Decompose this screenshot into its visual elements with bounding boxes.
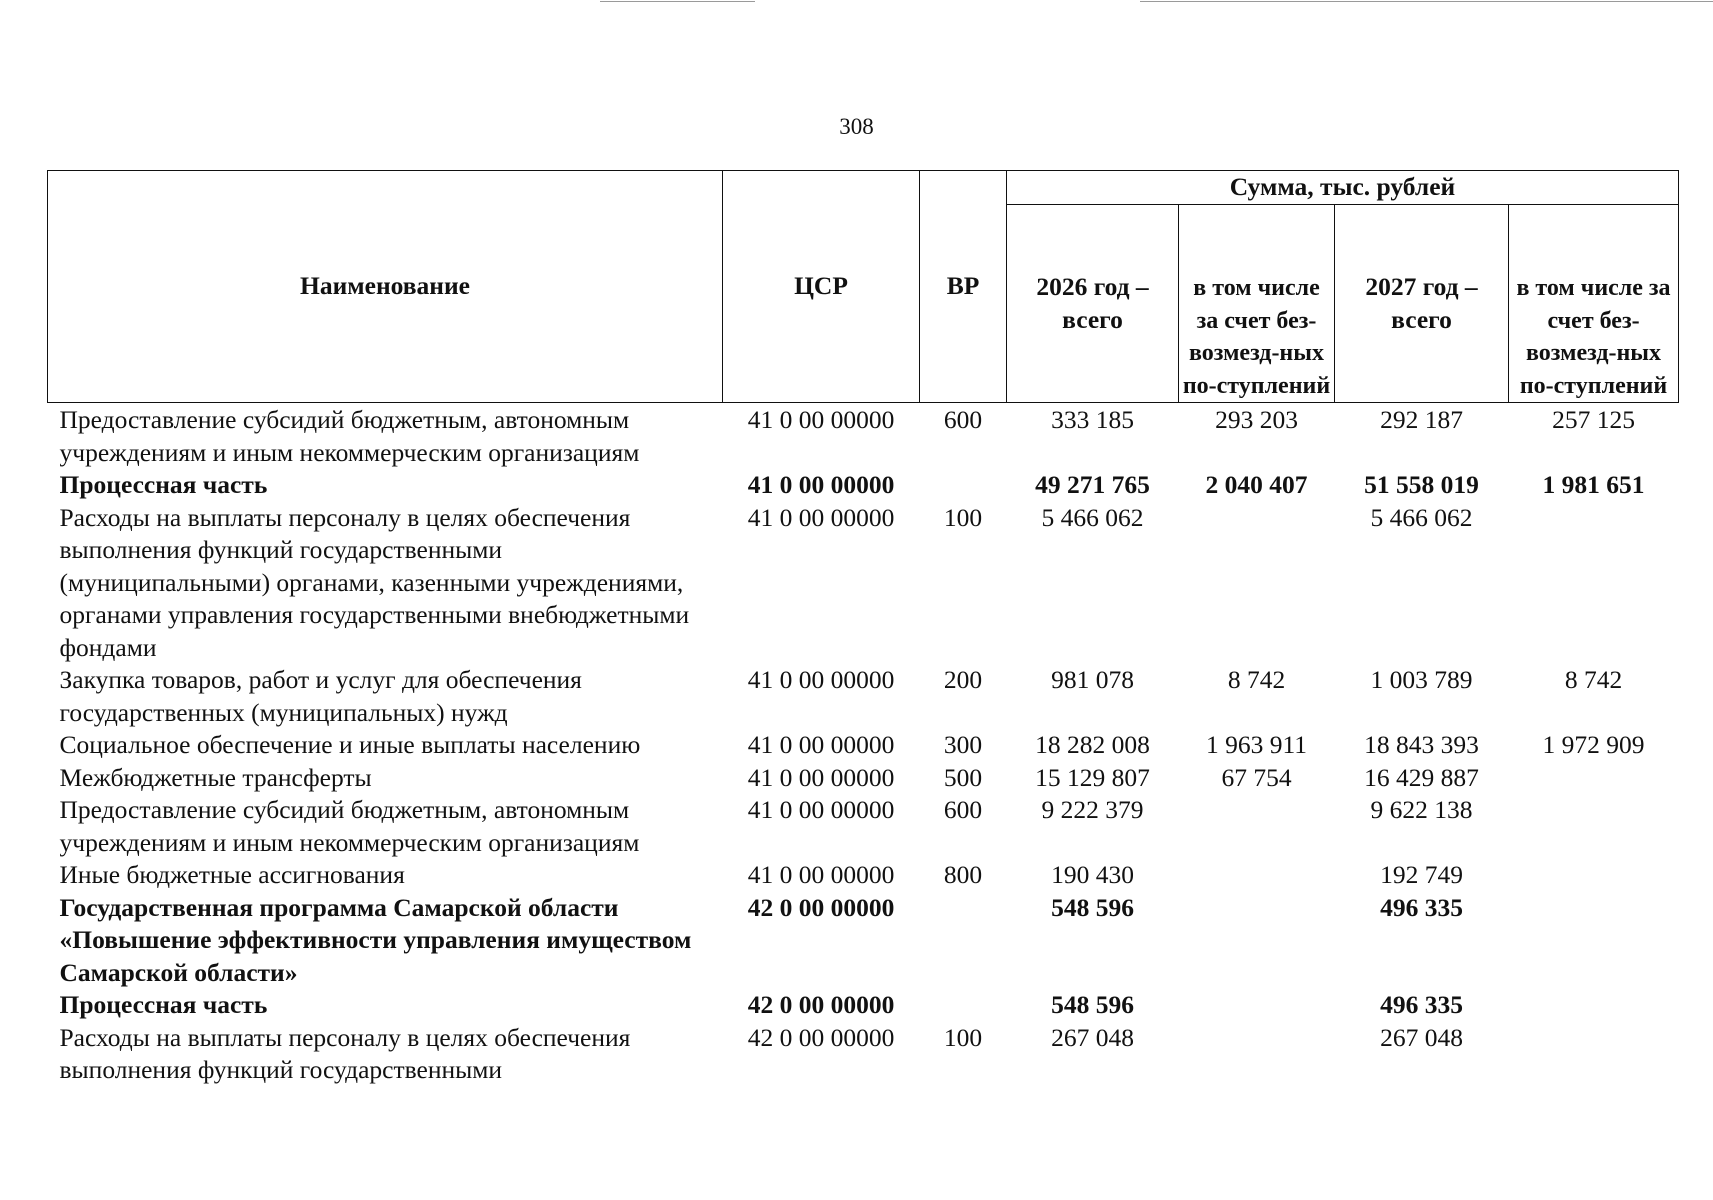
row-csr: 41 0 00 00000	[747, 665, 895, 694]
row-2027-total: 51 558 019	[1364, 470, 1479, 499]
row-csr: 41 0 00 00000	[747, 795, 895, 824]
row-2027-grants	[1509, 762, 1679, 795]
row-name: Расходы на выплаты персоналу в целях обеспечения выполнения функций государственными (муниципальными) органами, казенными учреждениями, органами управления государственными внебюджетными фондами	[59, 502, 690, 662]
row-2027-grants	[1509, 1022, 1679, 1087]
header-name: Наименование	[48, 171, 723, 403]
row-name: Межбюджетные трансферты	[59, 762, 372, 792]
header-2026-grants: в том числе за счет без-возмезд-ных по-ступлений	[1179, 205, 1335, 403]
row-2026-grants	[1179, 989, 1335, 1022]
row-2026-total: 548 596	[1051, 892, 1134, 922]
table-row	[48, 1022, 1679, 1087]
header-sum-group: Сумма, тыс. рублей	[1007, 171, 1679, 205]
row-vr: 200	[943, 665, 983, 694]
row-2027-total: 292 187	[1380, 405, 1463, 434]
row-name: Государственная программа Самарской области «Повышение эффективности управления имуществом Самарской области»	[59, 892, 692, 987]
row-2026-total: 15 129 807	[1035, 762, 1150, 792]
row-vr: 100	[943, 1022, 983, 1052]
row-2026-grants	[1179, 892, 1335, 990]
header-2027-grants: в том числе за счет без-возмезд-ных по-ступлений	[1509, 205, 1679, 403]
row-2026-grants	[1179, 859, 1335, 892]
row-2026-total: 190 430	[1051, 860, 1134, 889]
row-csr: 42 0 00 00000	[747, 990, 895, 1019]
row-name: Социальное обеспечение и иные выплаты населению	[59, 730, 641, 759]
row-csr: 42 0 00 00000	[747, 1022, 895, 1052]
row-2027-grants: 1 981 651	[1542, 470, 1645, 499]
row-vr	[920, 892, 1007, 990]
row-name: Иные бюджетные ассигнования	[59, 860, 405, 889]
row-2026-total: 5 466 062	[1041, 502, 1144, 532]
row-2027-total: 16 429 887	[1364, 762, 1479, 792]
table-row	[48, 989, 1679, 1022]
row-2026-grants	[1179, 502, 1335, 665]
row-2027-total: 5 466 062	[1370, 502, 1473, 532]
row-vr: 300	[943, 730, 983, 759]
row-2027-grants: 257 125	[1552, 405, 1635, 434]
table-row	[48, 729, 1679, 762]
row-2026-total: 267 048	[1051, 1022, 1134, 1052]
row-2027-total: 267 048	[1380, 1022, 1463, 1052]
header-2026-total: 2026 год – всего	[1007, 205, 1179, 403]
row-2026-total: 18 282 008	[1035, 730, 1150, 759]
row-2026-grants: 67 754	[1221, 762, 1292, 792]
row-vr: 800	[943, 860, 983, 889]
row-csr: 41 0 00 00000	[747, 502, 895, 532]
row-2026-grants	[1179, 1022, 1335, 1087]
table-row	[48, 762, 1679, 795]
row-csr: 41 0 00 00000	[747, 860, 895, 889]
row-name: Предоставление субсидий бюджетным, автономным учреждениям и иным некоммерческим организациям	[59, 795, 640, 857]
table-row	[48, 892, 1679, 990]
row-vr: 100	[943, 502, 983, 532]
row-2026-grants: 293 203	[1215, 405, 1298, 434]
row-2027-total: 496 335	[1380, 892, 1463, 922]
row-name: Процессная часть	[59, 990, 268, 1019]
row-2027-total: 192 749	[1380, 860, 1463, 889]
row-2027-grants: 8 742	[1564, 665, 1623, 694]
header-csr: ЦСР	[723, 171, 920, 403]
table-row	[48, 664, 1679, 729]
header-row	[48, 171, 1679, 205]
page-number: 308	[839, 114, 874, 139]
row-vr	[920, 989, 1007, 1022]
row-2026-grants: 1 963 911	[1205, 730, 1308, 759]
row-vr: 500	[943, 762, 983, 792]
row-2027-grants	[1509, 859, 1679, 892]
row-name: Закупка товаров, работ и услуг для обеспечения государственных (муниципальных) нужд	[59, 665, 582, 727]
scan-edge-line	[1140, 1, 1713, 2]
table-row	[48, 502, 1679, 665]
table-row	[48, 469, 1679, 502]
row-2027-grants	[1509, 502, 1679, 665]
scan-edge-line	[600, 1, 755, 2]
row-2027-total: 1 003 789	[1370, 665, 1473, 694]
row-2027-grants	[1509, 989, 1679, 1022]
row-2026-grants: 2 040 407	[1205, 470, 1308, 499]
table-row	[48, 794, 1679, 859]
row-2027-total: 496 335	[1380, 990, 1463, 1019]
table-row	[48, 859, 1679, 892]
row-2026-total: 9 222 379	[1041, 795, 1144, 824]
row-2026-total: 333 185	[1051, 405, 1134, 434]
row-2026-grants: 8 742	[1227, 665, 1286, 694]
row-2027-grants: 1 972 909	[1542, 730, 1645, 759]
row-name: Предоставление субсидий бюджетным, автономным учреждениям и иным некоммерческим организациям	[59, 405, 640, 467]
row-2027-grants	[1509, 794, 1679, 859]
row-2026-total: 49 271 765	[1035, 470, 1150, 499]
table-header	[48, 171, 1679, 403]
row-vr: 600	[943, 405, 983, 434]
header-2027-total: 2027 год – всего	[1335, 205, 1509, 403]
row-2027-total: 9 622 138	[1370, 795, 1473, 824]
row-csr: 41 0 00 00000	[747, 405, 895, 434]
table-row	[48, 403, 1679, 470]
row-2026-total: 548 596	[1051, 990, 1134, 1019]
row-2027-grants	[1509, 892, 1679, 990]
row-csr: 41 0 00 00000	[747, 762, 895, 792]
row-2027-total: 18 843 393	[1364, 730, 1479, 759]
row-csr: 42 0 00 00000	[747, 892, 895, 922]
row-vr	[920, 469, 1007, 502]
row-name: Расходы на выплаты персоналу в целях обеспечения выполнения функций государственными	[59, 1022, 631, 1084]
row-2026-grants	[1179, 794, 1335, 859]
row-csr: 41 0 00 00000	[747, 730, 895, 759]
budget-table	[47, 170, 1679, 1087]
row-csr: 41 0 00 00000	[747, 470, 895, 499]
row-2026-total: 981 078	[1051, 665, 1134, 694]
header-vr: ВР	[920, 171, 1007, 403]
row-vr: 600	[943, 795, 983, 824]
row-name: Процессная часть	[59, 470, 268, 499]
table-body	[48, 403, 1679, 1087]
